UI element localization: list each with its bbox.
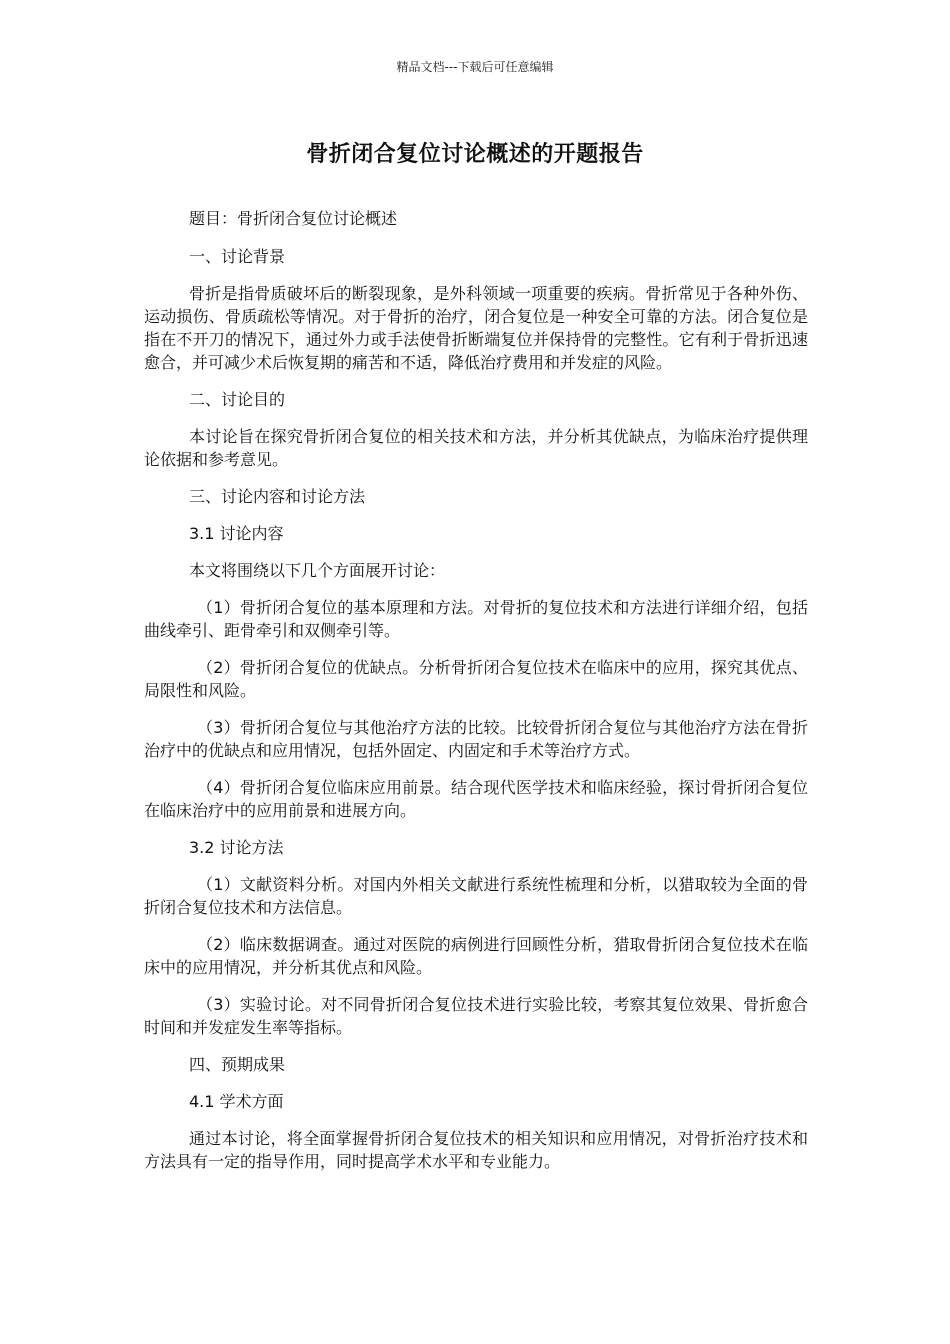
document-title: 骨折闭合复位讨论概述的开题报告 [306,142,644,167]
topic-line: 题目：骨折闭合复位讨论概述 [189,209,398,228]
subsection-heading-4-1: 4.1 学术方面 [189,1092,284,1111]
document-body [144,207,808,1173]
page-header-note: 精品文档---下载后可任意编辑 [396,60,554,74]
list-item: （2）骨折闭合复位的优缺点。分析骨折闭合复位技术在临床中的应用，探究其优点、局限性和风险。 [144,658,808,700]
paragraph-academic: 通过本讨论，将全面掌握骨折闭合复位技术的相关知识和应用情况，对骨折治疗技术和方法具有一定的指导作用，同时提高学术水平和专业能力。 [144,1129,808,1171]
section-heading-content-methods: 三、讨论内容和讨论方法 [189,487,366,506]
list-item: （1）文献资料分析。对国内外相关文献进行系统性梳理和分析，以猎取较为全面的骨折闭合复位技术和方法信息。 [144,875,808,917]
section-heading-outcomes: 四、预期成果 [189,1055,286,1074]
section-heading-background: 一、讨论背景 [189,247,286,266]
list-item: （3）实验讨论。对不同骨折闭合复位技术进行实验比较，考察其复位效果、骨折愈合时间和并发症发生率等指标。 [144,995,808,1037]
list-item: （1）骨折闭合复位的基本原理和方法。对骨折的复位技术和方法进行详细介绍，包括曲线牵引、距骨牵引和双侧牵引等。 [144,598,808,640]
section-heading-purpose: 二、讨论目的 [189,390,286,409]
list-item: （4）骨折闭合复位临床应用前景。结合现代医学技术和临床经验，探讨骨折闭合复位在临床治疗中的应用前景和进展方向。 [144,778,808,820]
list-item: （3）骨折闭合复位与其他治疗方法的比较。比较骨折闭合复位与其他治疗方法在骨折治疗中的优缺点和应用情况，包括外固定、内固定和手术等治疗方式。 [144,718,808,760]
list-item: （2）临床数据调查。通过对医院的病例进行回顾性分析，猎取骨折闭合复位技术在临床中的应用情况，并分析其优点和风险。 [144,935,808,977]
paragraph-background: 骨折是指骨质破坏后的断裂现象，是外科领域一项重要的疾病。骨折常见于各种外伤、运动损伤、骨质疏松等情况。对于骨折的治疗，闭合复位是一种安全可靠的方法。闭合复位是指在不开刀的情况下，通过外力或手法使骨折断端复位并保持骨的完整性。它有利于骨折迅速愈合，并可减少术后恢复期的痛苦和不适，降低治疗费用和并发症的风险。 [144,284,808,372]
paragraph-purpose: 本讨论旨在探究骨折闭合复位的相关技术和方法，并分析其优缺点，为临床治疗提供理论依据和参考意见。 [144,427,808,469]
subsection-heading-3-2: 3.2 讨论方法 [189,838,284,857]
intro-line: 本文将围绕以下几个方面展开讨论： [189,561,446,580]
subsection-heading-3-1: 3.1 讨论内容 [189,524,284,543]
